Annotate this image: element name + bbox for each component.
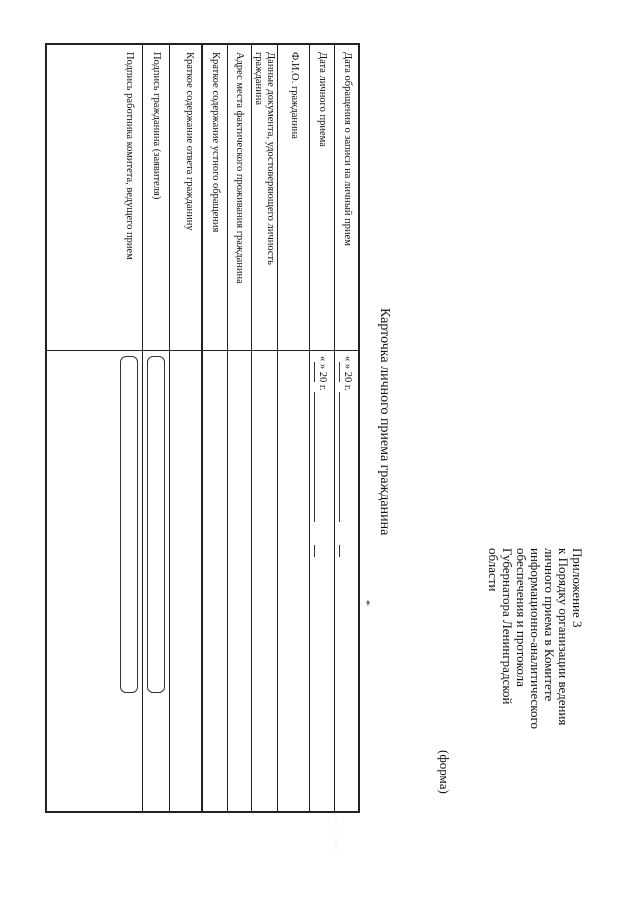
appendix-line: обеспечения и протокола bbox=[514, 548, 529, 687]
document-title: Карточка личного приема гражданина bbox=[377, 308, 392, 536]
row-label-oral-appeal-summary: Краткое содержание устного обращения bbox=[210, 52, 221, 233]
appendix-header bbox=[486, 548, 584, 818]
row-label-identity-document: Данные документа, удостоверяющего личность гражданина bbox=[253, 52, 276, 265]
appendix-line: к Порядку организации ведения bbox=[556, 548, 571, 726]
form-note: (форма) bbox=[437, 750, 452, 794]
row-label-reception-date: Дата личного приема bbox=[317, 52, 328, 147]
row-label-reply-summary: Краткое содержание ответа гражданину bbox=[184, 52, 195, 231]
citizen-signature-field[interactable] bbox=[147, 356, 165, 693]
appendix-line: личного приема в Комитете bbox=[542, 548, 557, 702]
appendix-line: Приложение 3 bbox=[570, 548, 585, 628]
row-label-appointment-request-date: Дата обращения о записи на личный прием bbox=[342, 52, 353, 246]
reception-date-value[interactable]: « » 20 г. bbox=[317, 356, 328, 391]
row-label-residence-address: Адрес места фактического проживания гражданина bbox=[234, 52, 245, 284]
appendix-line: области bbox=[486, 548, 501, 592]
row-label-full-name: Ф.И.О. гражданина bbox=[289, 52, 300, 139]
appointment-request-date-value[interactable]: « » 20 г. bbox=[342, 356, 353, 391]
appendix-line: Губернатора Ленинградской bbox=[500, 548, 515, 705]
appendix-line: информационно-аналитического bbox=[528, 548, 543, 729]
scan-mark: * bbox=[360, 600, 372, 606]
staff-signature-label: Подпись работника комитета, ведущего прием bbox=[124, 52, 135, 260]
staff-signature-field[interactable] bbox=[120, 356, 138, 693]
scan-artifact: · · · · · bbox=[331, 820, 340, 851]
citizen-signature-label: Подпись гражданина (заявителя) bbox=[151, 52, 162, 200]
